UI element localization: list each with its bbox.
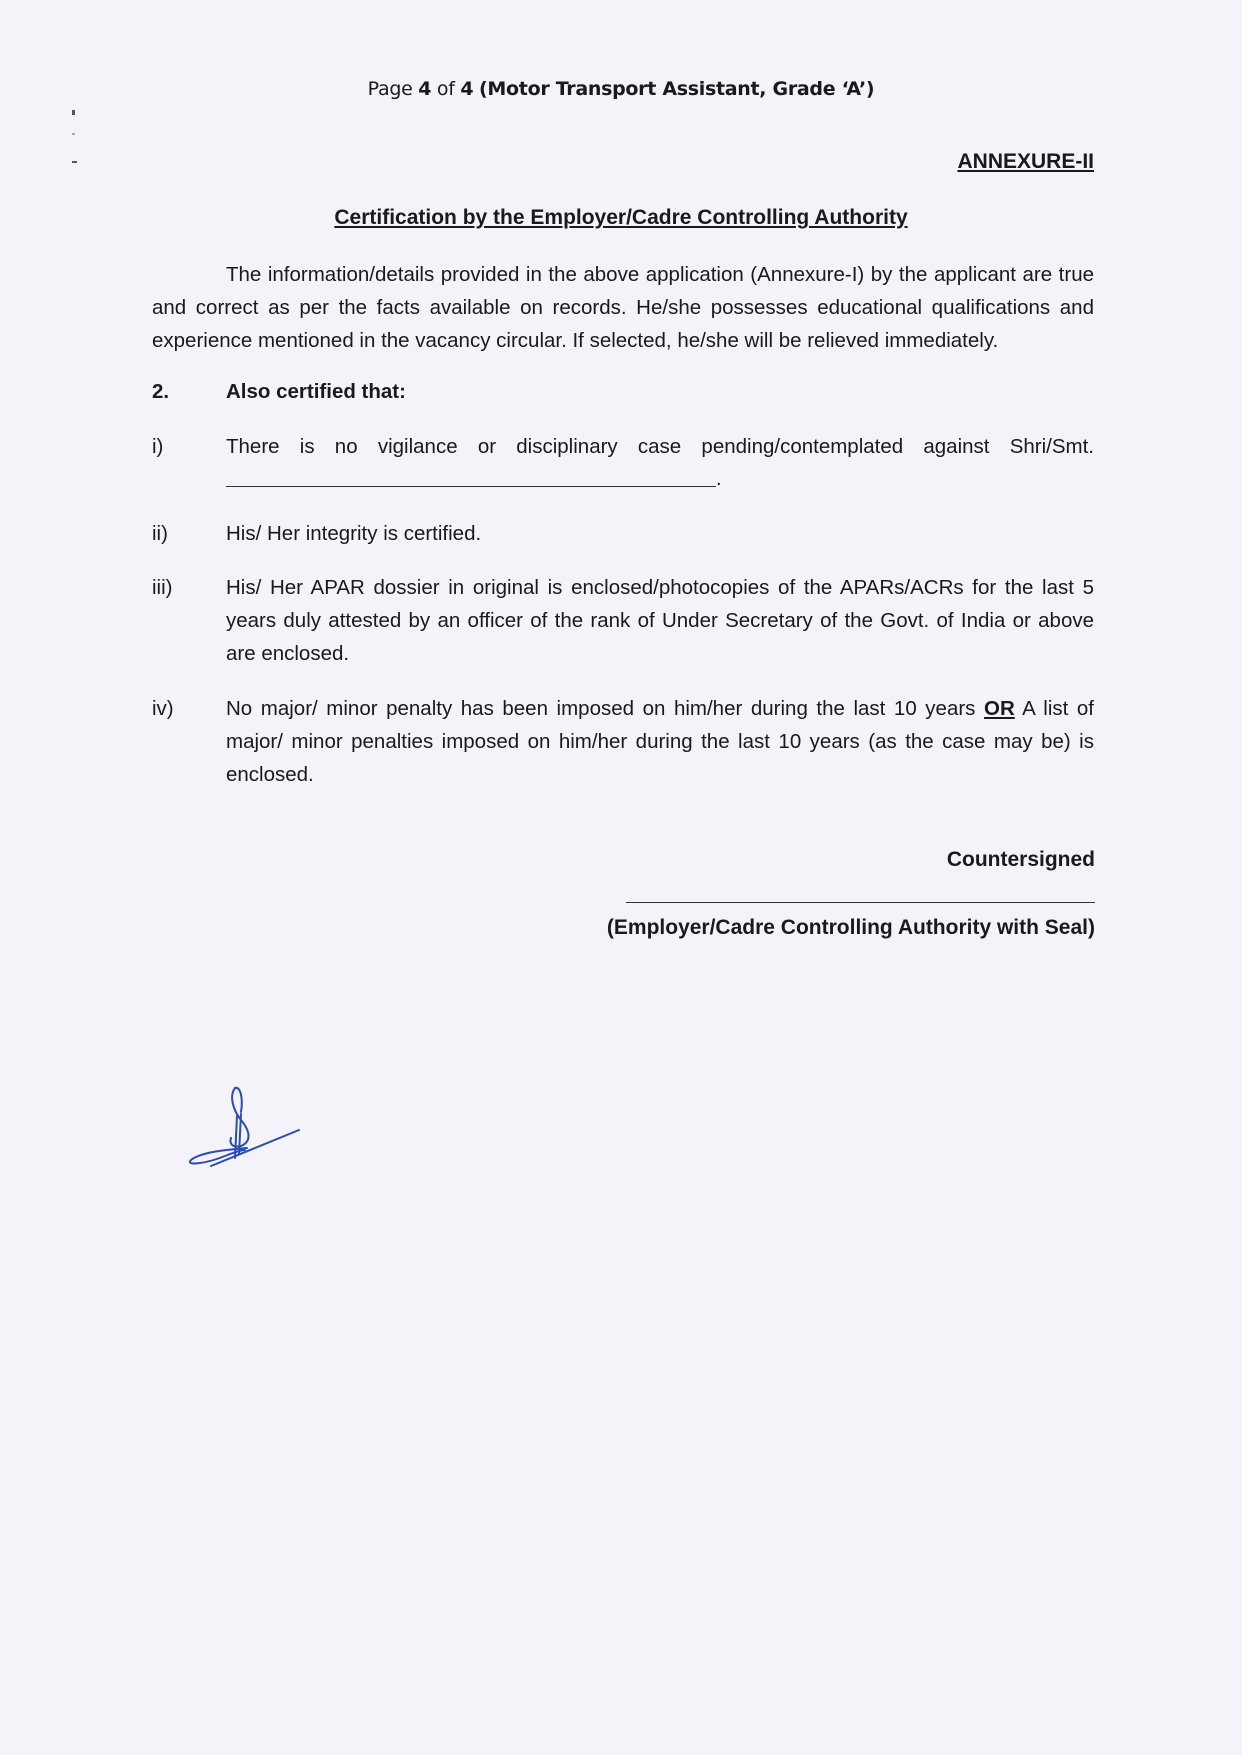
blank-terminator: .	[716, 468, 722, 490]
intro-paragraph: The information/details provided in the above application (Annexure-I) by the applicant are true and correct as per the facts available on records. He/she possesses educational qualifications and experience mentioned in the vacancy circular. If selected, he/she will be relieved immediately.	[152, 263, 1094, 352]
item-text: His/ Her integrity is certified.	[226, 522, 482, 545]
page-prefix: Page	[367, 78, 413, 100]
item-text-before: No major/ minor penalty has been imposed on him/her during the last 10 years	[226, 697, 984, 720]
annexure-label: ANNEXURE-II	[957, 150, 1094, 173]
item-number: iii)	[152, 576, 173, 599]
item-text: His/ Her APAR dossier in original is enclosed/photocopies of the APARs/ACRs for the last 5 years duly attested by an officer of the rank of Under Secretary of the Govt. of India or above are enclosed.	[226, 576, 1094, 665]
list-item	[152, 517, 1094, 550]
item-number: ii)	[152, 522, 168, 545]
section-heading: Also certified that:	[226, 380, 406, 403]
signature-line	[626, 902, 1095, 903]
handwritten-signature	[185, 1080, 305, 1175]
name-blank-field[interactable]	[226, 486, 716, 487]
page-current: 4	[418, 78, 432, 100]
scan-marks	[72, 110, 78, 163]
page-header	[0, 78, 1242, 100]
page-of: of	[436, 78, 455, 100]
item-number: i)	[152, 435, 164, 458]
list-item	[152, 571, 1094, 670]
countersigned-label: Countersigned	[946, 848, 1095, 871]
list-item	[152, 430, 1094, 463]
page-title: Certification by the Employer/Cadre Controlling Authority	[334, 206, 908, 229]
list-item	[152, 692, 1094, 791]
section-number: 2.	[152, 380, 170, 403]
post-title: (Motor Transport Assistant, Grade ‘A’)	[479, 78, 875, 100]
item-number: iv)	[152, 697, 174, 720]
item-text-after: A list of major/ minor penalties imposed on him/her during the last 10 years (as the case may be) is enclosed.	[226, 697, 1094, 786]
item-text	[226, 692, 1094, 791]
or-emphasis: OR	[984, 697, 1015, 720]
authority-label: (Employer/Cadre Controlling Authority with Seal)	[606, 916, 1095, 939]
item-text: There is no vigilance or disciplinary case pending/contemplated against Shri/Smt.	[226, 435, 1094, 458]
page-total: 4	[460, 78, 474, 100]
